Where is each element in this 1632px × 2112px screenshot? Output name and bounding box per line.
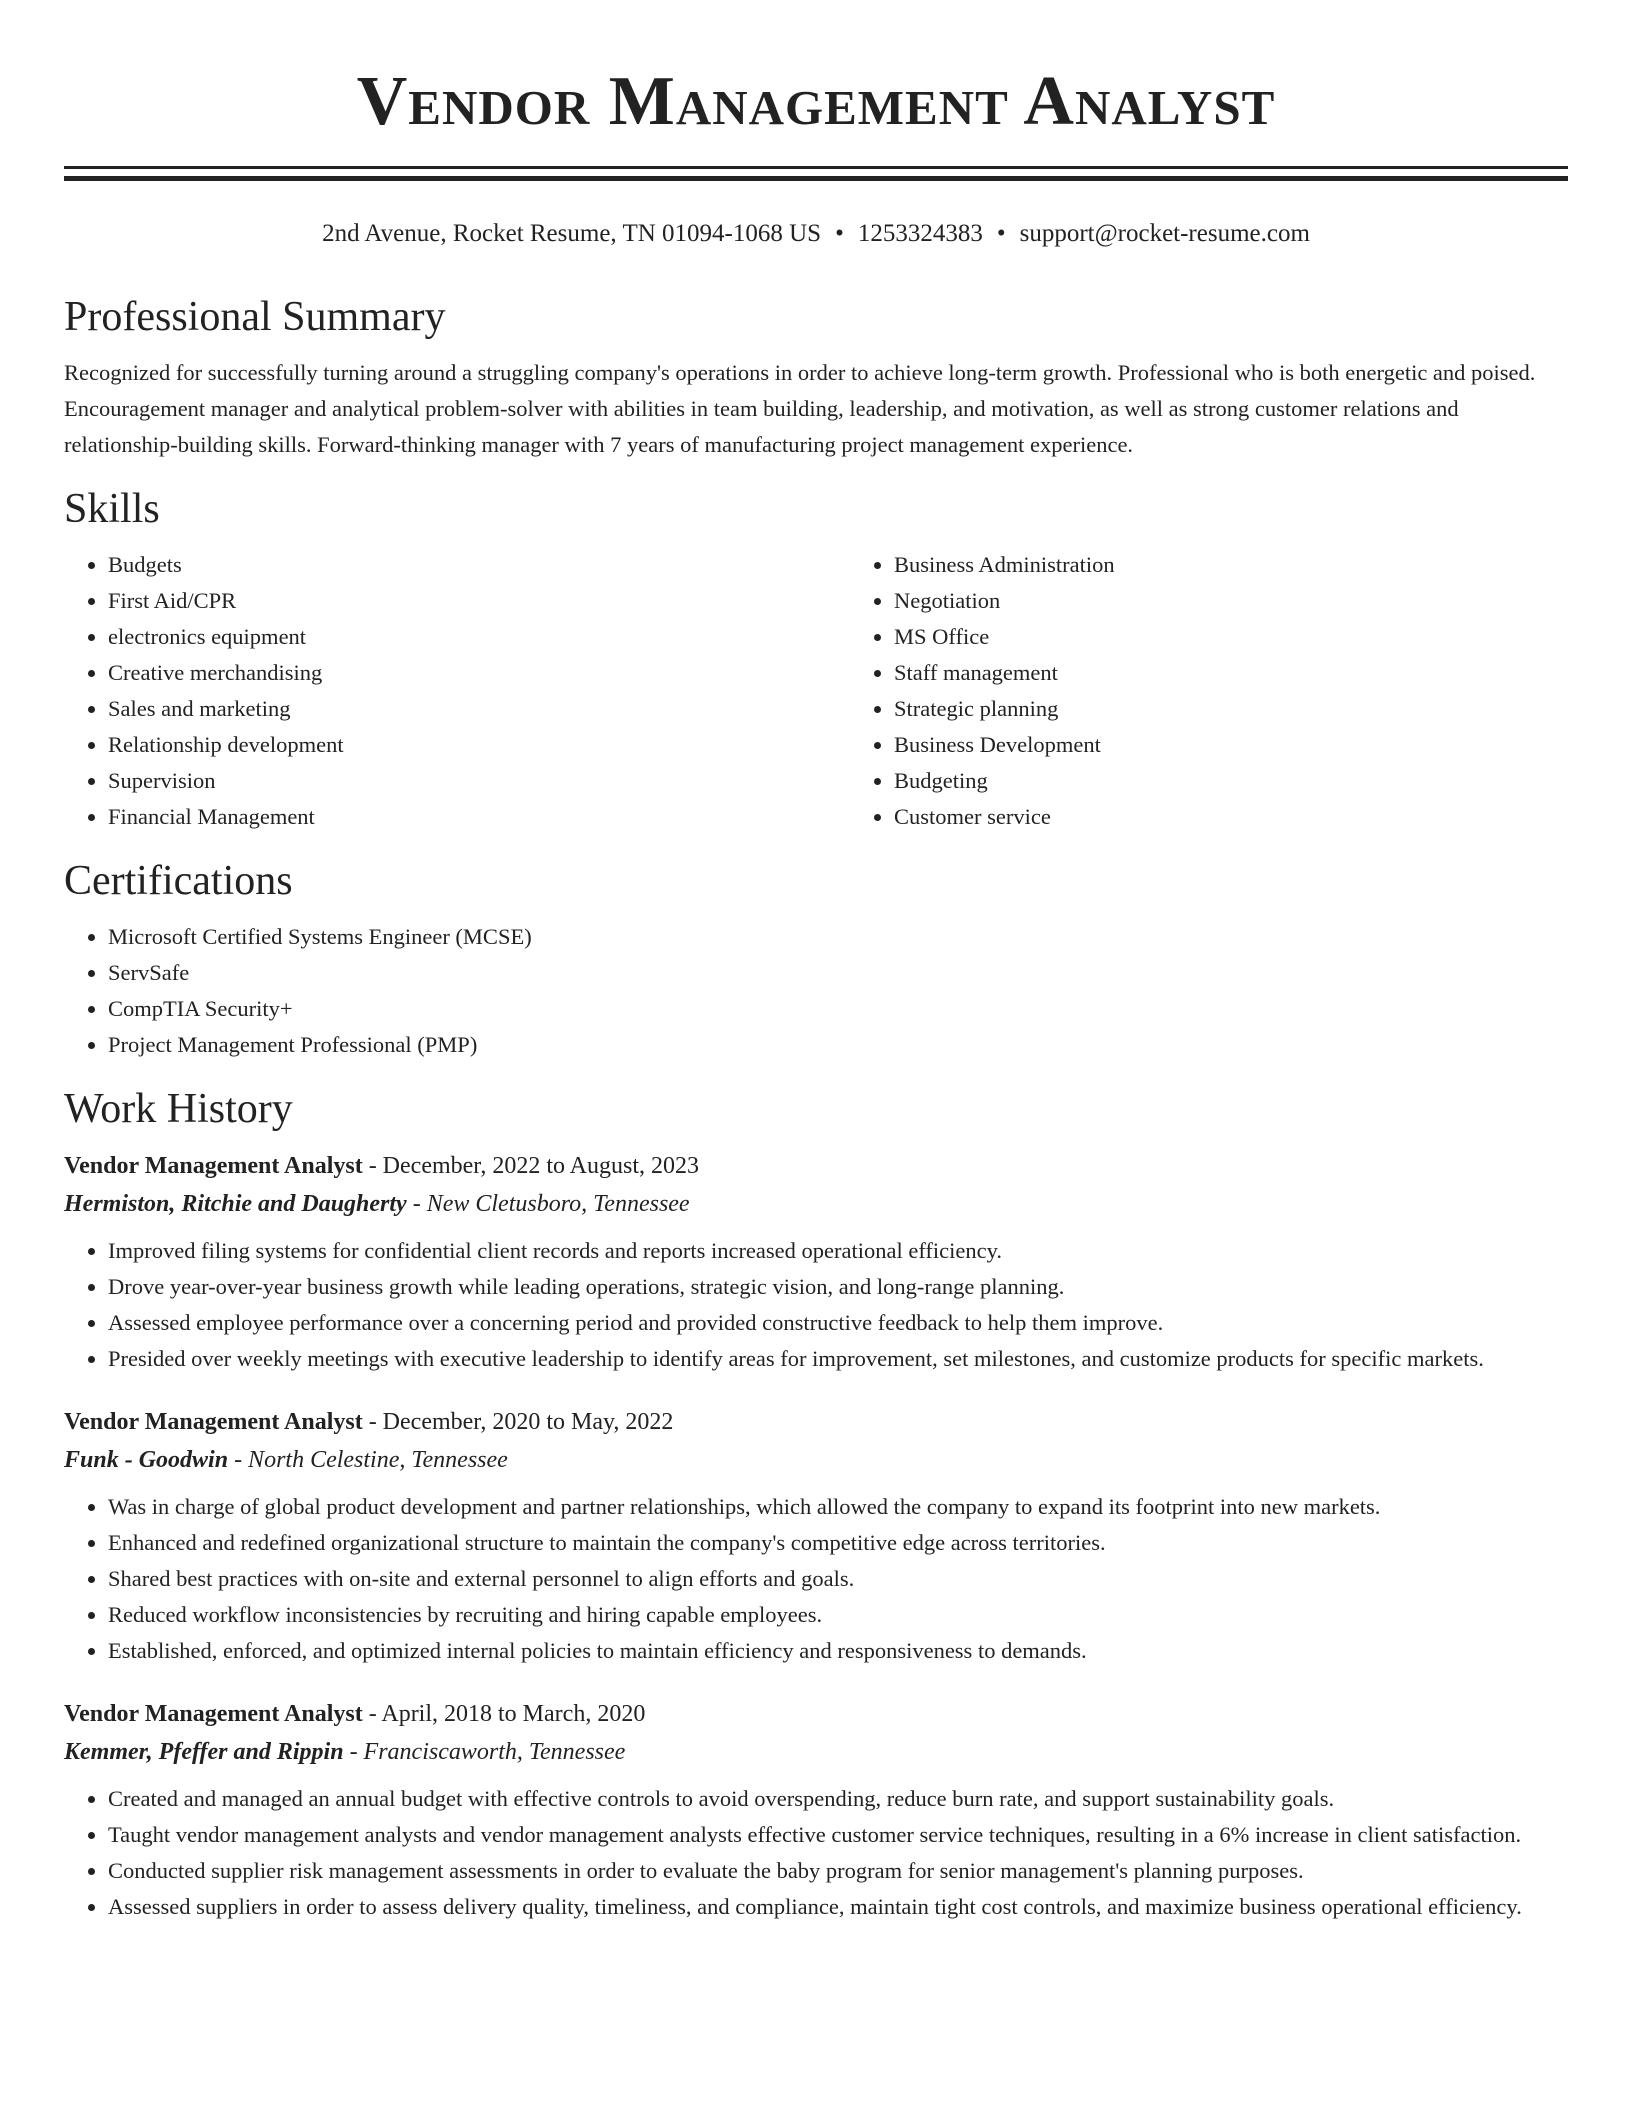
skills-list [64, 547, 1568, 835]
list-item: • Financial Management [108, 799, 850, 835]
list-item: • CompTIA Security+ [108, 991, 1568, 1027]
job-company: Funk - Goodwin [64, 1447, 229, 1473]
certifications-heading: Certifications [64, 858, 293, 904]
work-history-heading: Work History [64, 1086, 293, 1132]
contact-email: support@rocket-resume.com [1019, 220, 1310, 247]
list-item: • MS Office [894, 619, 1115, 655]
list-item: • Presided over weekly meetings with executive leadership to identify areas for improvement, set milestones, and customize products for specific markets. [108, 1341, 1568, 1377]
list-item: • Relationship development [108, 727, 850, 763]
list-item: • Staff management [894, 655, 1115, 691]
list-item: • electronics equipment [108, 619, 850, 655]
job-location: - New Cletusboro, Tennessee [412, 1191, 690, 1217]
job-dates: - December, 2020 to May, 2022 [368, 1409, 674, 1435]
list-item: • Microsoft Certified Systems Engineer (MCSE) [108, 919, 1568, 955]
job-company-line [64, 1733, 1568, 1771]
job-title: Vendor Management Analyst [64, 1409, 363, 1435]
job-title: Vendor Management Analyst [64, 1701, 363, 1727]
contact-separator: • [835, 220, 844, 247]
list-item: • Supervision [108, 763, 850, 799]
list-item: • Enhanced and redefined organizational structure to maintain the company's competitive edge across territories. [108, 1525, 1568, 1561]
list-item: • Established, enforced, and optimized internal policies to maintain efficiency and responsiveness to demands. [108, 1633, 1568, 1669]
list-item: • Drove year-over-year business growth while leading operations, strategic vision, and long-range planning. [108, 1269, 1568, 1305]
job-dates: - April, 2018 to March, 2020 [368, 1701, 646, 1727]
job-title: Vendor Management Analyst [64, 1153, 363, 1179]
summary-text: Recognized for successfully turning around a struggling company's operations in order to achieve long-term growth. Professional who is both energetic and poised. Encouragement manager and analytical problem-solver with abilities in team building, leadership, and motivation, as well as strong customer relations and relationship-building skills. Forward-thinking manager with 7 years of manufacturing project management experience. [64, 360, 1536, 457]
skills-heading: Skills [64, 486, 160, 532]
job-dates: - December, 2022 to August, 2023 [368, 1153, 700, 1179]
list-item: • ServSafe [108, 955, 1568, 991]
list-item: • First Aid/CPR [108, 583, 850, 619]
list-item: • Sales and marketing [108, 691, 850, 727]
list-item: • Budgets [108, 547, 850, 583]
list-item: • Shared best practices with on-site and external personnel to align efforts and goals. [108, 1561, 1568, 1597]
job-entry [64, 1147, 1568, 1377]
header-divider [64, 166, 1568, 169]
list-item: • Conducted supplier risk management assessments in order to evaluate the baby program for senior management's planning purposes. [108, 1853, 1568, 1889]
list-item: • Reduced workflow inconsistencies by recruiting and hiring capable employees. [108, 1597, 1568, 1633]
job-header [64, 1695, 1568, 1733]
contact-separator: • [996, 220, 1006, 247]
certifications-list [64, 919, 1568, 1063]
resume-name: Vendor Management Analyst [356, 63, 1276, 140]
job-entry [64, 1403, 1568, 1669]
job-company: Hermiston, Ritchie and Daugherty [64, 1191, 407, 1217]
list-item: • Was in charge of global product development and partner relationships, which allowed the company to expand its footprint into new markets. [108, 1489, 1568, 1525]
job-bullets [64, 1781, 1568, 1925]
list-item: • Business Development [894, 727, 1115, 763]
summary-heading: Professional Summary [64, 294, 446, 340]
header-divider-thick [64, 176, 1568, 181]
list-item: • Strategic planning [894, 691, 1115, 727]
list-item: • Assessed employee performance over a concerning period and provided constructive feedback to help them improve. [108, 1305, 1568, 1341]
contact-address: 2nd Avenue, Rocket Resume, TN 01094-1068 US [322, 220, 822, 247]
contact-line [64, 217, 1568, 251]
contact-phone: 1253324383 [857, 220, 983, 247]
list-item: • Created and managed an annual budget with effective controls to avoid overspending, reduce burn rate, and support sustainability goals. [108, 1781, 1568, 1817]
job-location: - North Celestine, Tennessee [234, 1447, 508, 1473]
job-header [64, 1147, 1568, 1185]
work-history-list [64, 1147, 1568, 1925]
skills-column-left [64, 547, 850, 835]
list-item: • Negotiation [894, 583, 1115, 619]
job-company-line [64, 1185, 1568, 1223]
list-item: • Creative merchandising [108, 655, 850, 691]
job-company-line [64, 1441, 1568, 1479]
list-item: • Business Administration [894, 547, 1115, 583]
job-entry [64, 1695, 1568, 1925]
job-location: - Franciscaworth, Tennessee [349, 1739, 626, 1765]
list-item: • Improved filing systems for confidential client records and reports increased operational efficiency. [108, 1233, 1568, 1269]
job-header [64, 1403, 1568, 1441]
list-item: • Budgeting [894, 763, 1115, 799]
job-bullets [64, 1489, 1568, 1669]
skills-column-right [850, 547, 1115, 835]
list-item: • Taught vendor management analysts and vendor management analysts effective customer service techniques, resulting in a 6% increase in client satisfaction. [108, 1817, 1568, 1853]
list-item: • Customer service [894, 799, 1115, 835]
job-company: Kemmer, Pfeffer and Rippin [64, 1739, 344, 1765]
job-bullets [64, 1233, 1568, 1377]
list-item: • Project Management Professional (PMP) [108, 1027, 1568, 1063]
list-item: • Assessed suppliers in order to assess delivery quality, timeliness, and compliance, maintain tight cost controls, and maximize business operational efficiency. [108, 1889, 1568, 1925]
